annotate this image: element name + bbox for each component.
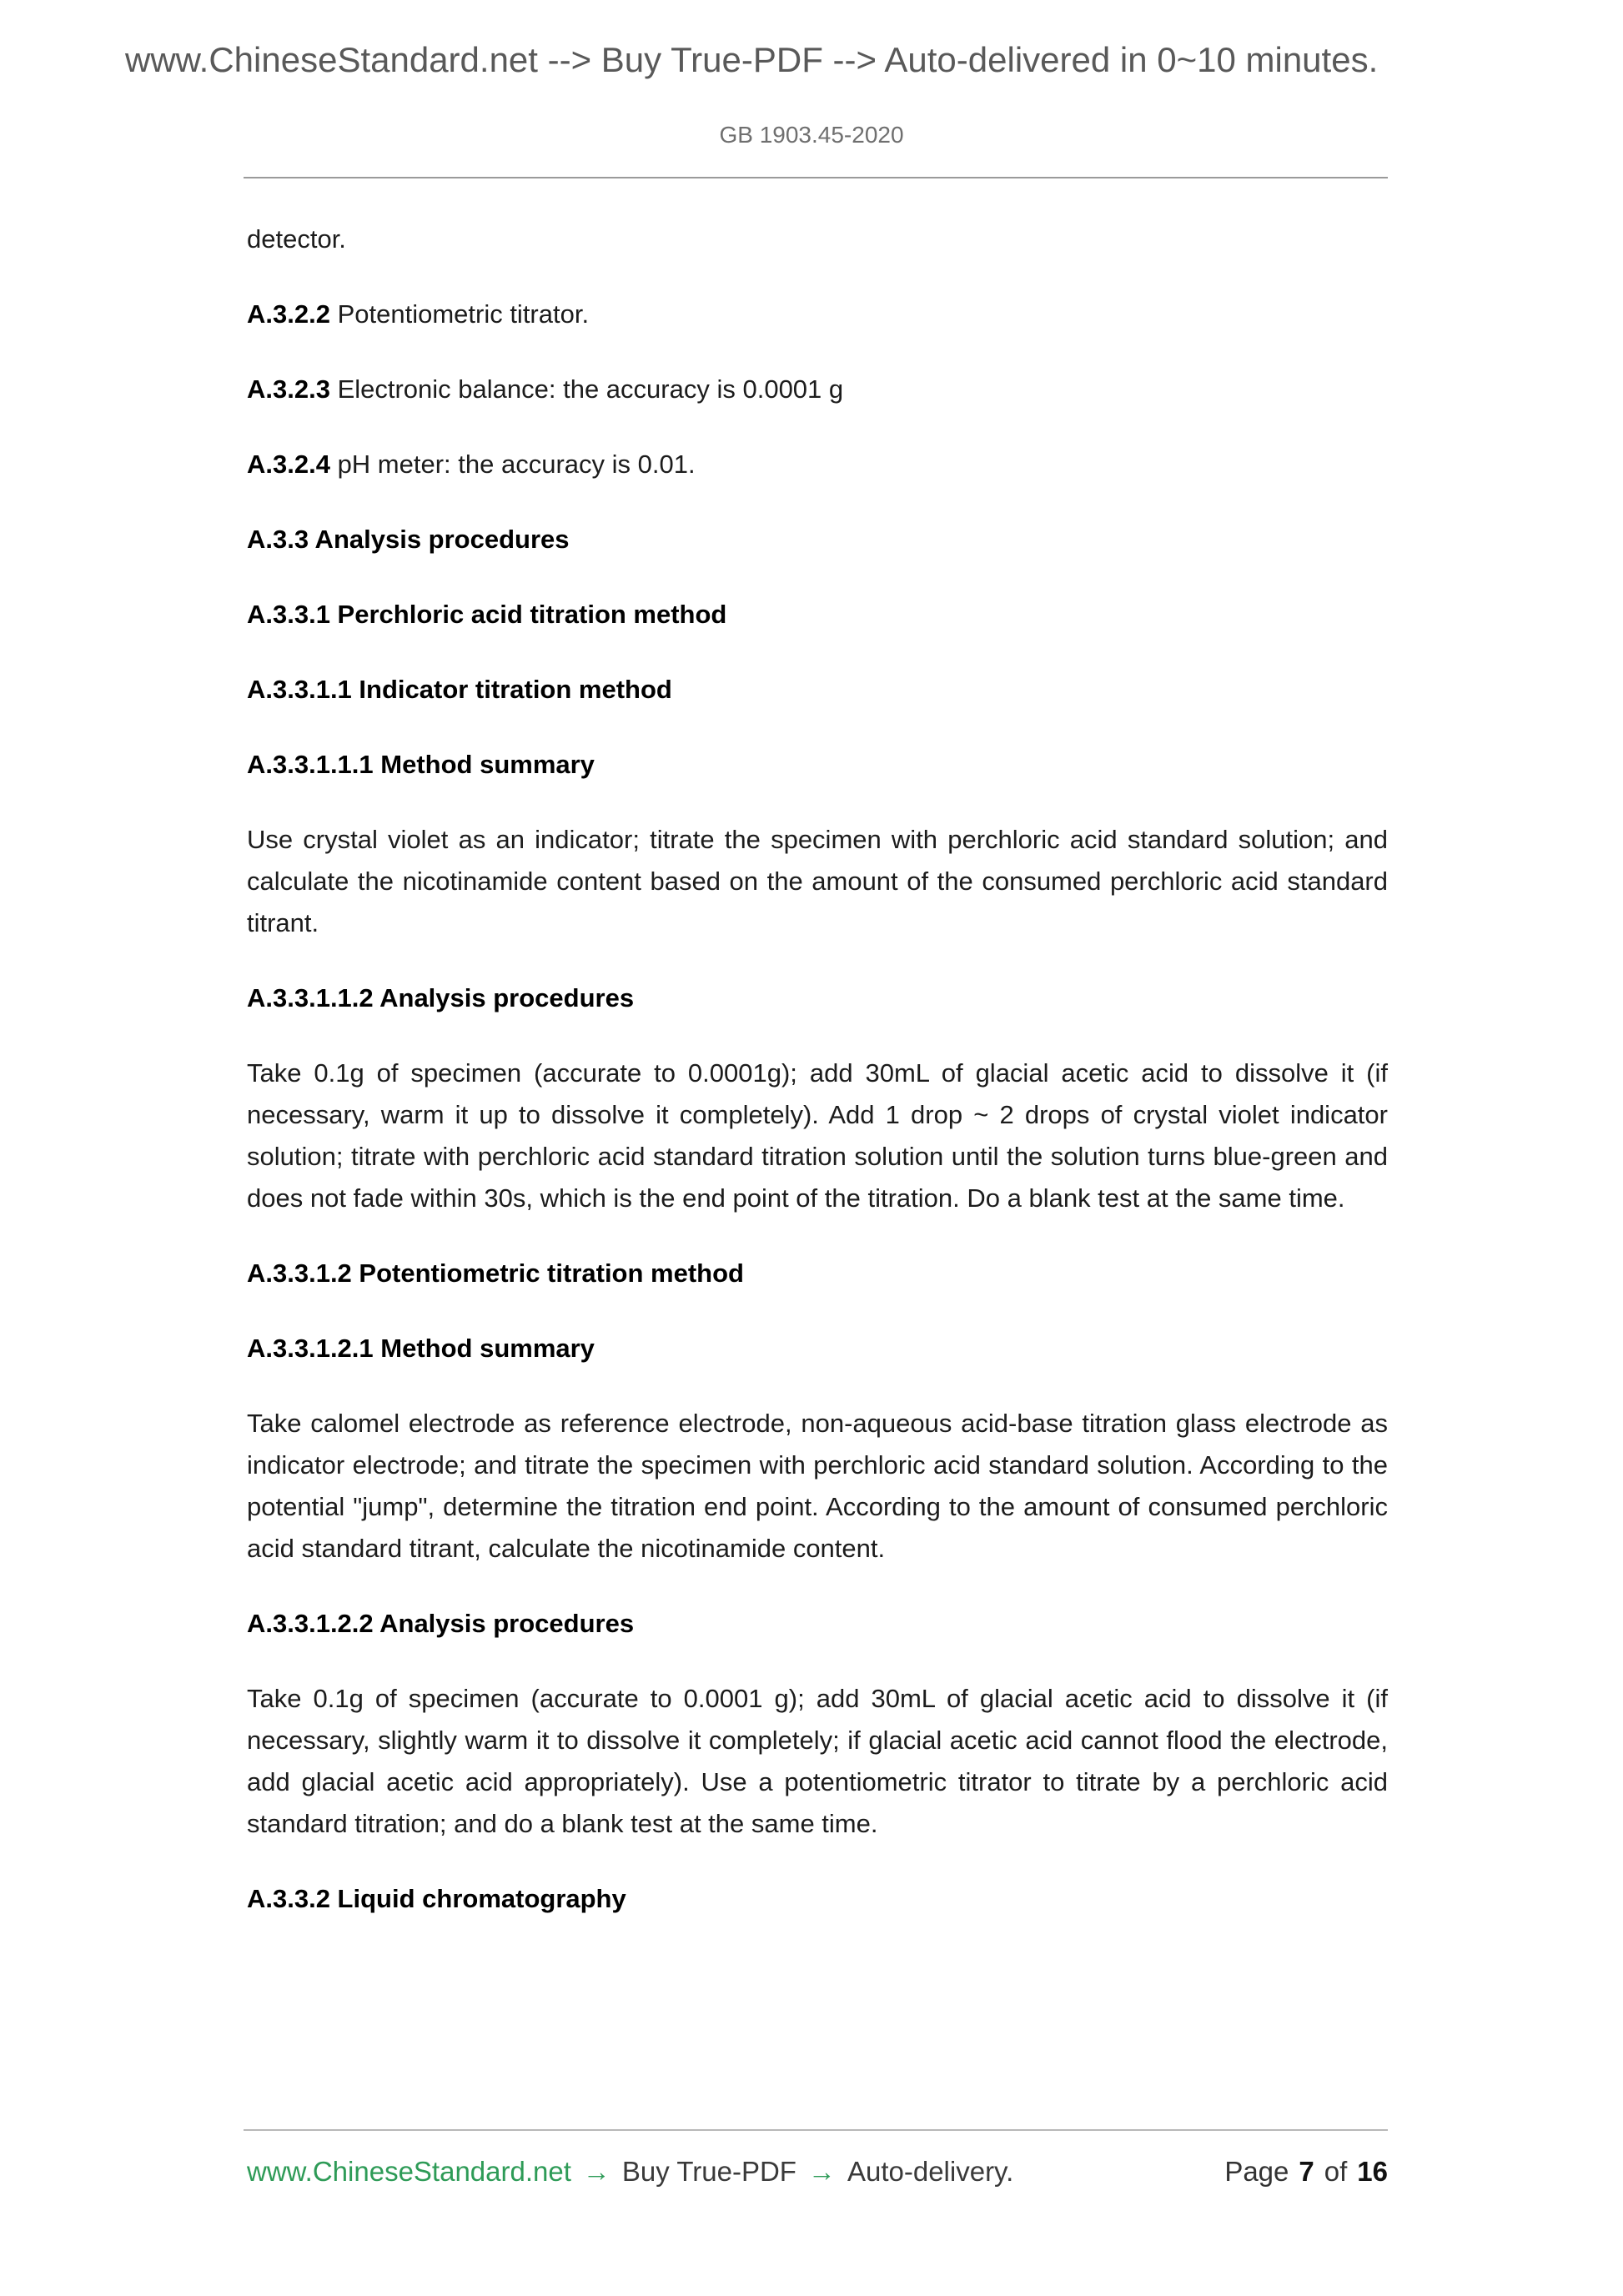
paragraph: Take 0.1g of specimen (accurate to 0.0001 g); add 30mL of glacial acetic acid to dissolve it (if necessary, slightly warm it to dissolve it completely; if glacial acetic acid cannot flood the electrode, add glacial acetic acid appropriately). Use a potentiometric titrator to titrate by a perchloric acid standard titration; and do a blank test at the same time. <box>247 1684 1388 1838</box>
clause-line <box>247 444 1388 485</box>
section-heading: A.3.3.2 Liquid chromatography <box>247 1884 626 1913</box>
footer-site-link[interactable]: www.ChineseStandard.net <box>247 2156 571 2187</box>
paragraph: detector. <box>247 224 346 254</box>
document-body <box>247 219 1388 1953</box>
clause-number: A.3.2.4 <box>247 450 330 479</box>
header-divider <box>244 177 1388 178</box>
arrow-right-icon: → <box>582 2156 611 2187</box>
paragraph: Take 0.1g of specimen (accurate to 0.0001g); add 30mL of glacial acetic acid to dissolve it (if necessary, warm it up to dissolve it completely). Add 1 drop ~ 2 drops of crystal violet indicator solution; titrate with perchloric acid standard titration solution until the solution turns blue-green and does not fade within 30s, which is the end point of the titration. Do a blank test at the same time. <box>247 1058 1388 1213</box>
page-label: Page <box>1224 2156 1289 2187</box>
footer-promo <box>247 2156 1013 2188</box>
footer-buy-label: Buy True-PDF <box>621 2156 796 2187</box>
section-heading: A.3.3.1.1.1 Method summary <box>247 750 595 779</box>
page-indicator <box>1224 2156 1388 2188</box>
paragraph: Take calomel electrode as reference electrode, non-aqueous acid-base titration glass electrode as indicator electrode; and titrate the specimen with perchloric acid standard solution. According to the potential "jump", determine the titration end point. According to the amount of consumed perchloric acid standard titrant, calculate the nicotinamide content. <box>247 1409 1388 1563</box>
footer-divider <box>244 2129 1388 2131</box>
clause-number: A.3.2.3 <box>247 374 330 404</box>
paragraph: Use crystal violet as an indicator; titrate the specimen with perchloric acid standard solution; and calculate the nicotinamide content based on the amount of the consumed perchloric acid standard titrant. <box>247 825 1388 937</box>
page-current: 7 <box>1299 2156 1314 2187</box>
clause-text: pH meter: the accuracy is 0.01. <box>329 450 696 479</box>
section-heading: A.3.3.1.2.1 Method summary <box>247 1334 595 1363</box>
clause-number: A.3.2.2 <box>247 299 330 329</box>
arrow-right-icon: → <box>807 2156 836 2187</box>
page-footer <box>247 2156 1388 2188</box>
section-heading: A.3.3.1.1 Indicator titration method <box>247 675 672 704</box>
section-heading: A.3.3.1.2 Potentiometric titration method <box>247 1259 744 1288</box>
clause-line <box>247 369 1388 410</box>
section-heading: A.3.3.1.2.2 Analysis procedures <box>247 1609 635 1638</box>
clause-text: Electronic balance: the accuracy is 0.0001 g <box>329 374 844 404</box>
doc-code: GB 1903.45-2020 <box>719 122 904 148</box>
top-banner: www.ChineseStandard.net --> Buy True-PDF --> Auto-delivered in 0~10 minutes. <box>125 40 1379 79</box>
of-label: of <box>1324 2156 1348 2187</box>
page-total: 16 <box>1357 2156 1388 2187</box>
section-heading: A.3.3 Analysis procedures <box>247 525 570 554</box>
clause-line <box>247 294 1388 335</box>
footer-delivery-label: Auto-delivery. <box>847 2156 1014 2187</box>
section-heading: A.3.3.1 Perchloric acid titration method <box>247 600 727 629</box>
clause-text: Potentiometric titrator. <box>329 299 590 329</box>
section-heading: A.3.3.1.1.2 Analysis procedures <box>247 983 635 1012</box>
